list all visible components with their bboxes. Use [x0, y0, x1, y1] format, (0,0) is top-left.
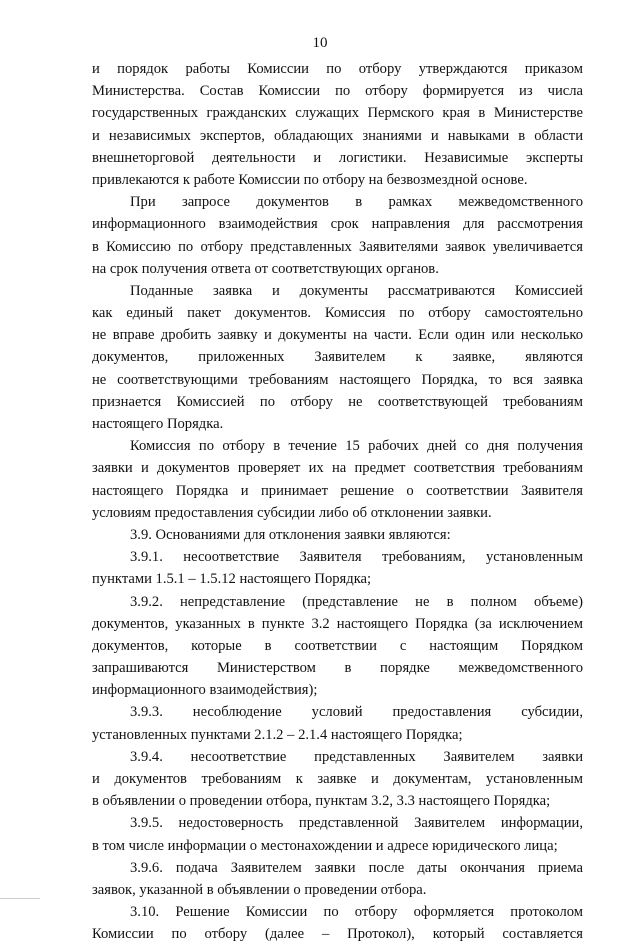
text-line: внешнеторговой деятельности и логистики. Независимые эксперты	[92, 149, 583, 166]
text-line: 3.9.5. недостоверность представленной Заявителем информации,	[130, 815, 583, 832]
text-line: на срок получения ответа от соответствующих органов.	[92, 260, 439, 277]
text-line: заявки и документов проверяет их на предмет соответствия требованиям	[92, 460, 583, 477]
text-line: привлекаются к работе Комиссии по отбору на безвозмездной основе.	[92, 171, 528, 188]
text-line: документов, указанных в пункте 3.2 настоящего Порядка (за исключением	[92, 615, 583, 632]
text-line: как единый пакет документов. Комиссия по отбору самостоятельно	[92, 305, 583, 322]
text-line: Поданные заявка и документы рассматриваются Комиссией	[130, 282, 583, 299]
page-number: 10	[312, 35, 328, 51]
text-line: 3.9.3. несоблюдение условий предоставления субсидии,	[130, 704, 583, 721]
text-line: в объявлении о проведении отбора, пунктам 3.2, 3.3 настоящего Порядка;	[92, 793, 551, 810]
text-line: При запросе документов в рамках межведомственного	[130, 194, 583, 211]
text-line: Министерства. Состав Комиссии по отбору формируется из числа	[92, 83, 583, 100]
text-line: настоящего Порядка и принимает решение о соответствии Заявителя	[92, 482, 583, 499]
text-line: 3.9. Основаниями для отклонения заявки являются:	[130, 526, 451, 543]
text-line: информационного взаимодействия);	[92, 682, 318, 699]
text-line: пунктами 1.5.1 – 1.5.12 настоящего Порядка;	[92, 571, 372, 588]
text-line: и документов требованиям к заявке и документам, установленным	[92, 771, 583, 787]
text-line: документов, которые в соответствии с настоящим Порядком	[92, 637, 583, 654]
text-line: в том числе информации о местонахождении и адресе юридического лица;	[92, 837, 558, 854]
footer-divider	[0, 898, 40, 899]
text-line: Комиссия по отбору в течение 15 рабочих дней со дня получения	[130, 438, 583, 455]
text-line: признается Комиссией по отбору не соответствующей требованиям	[92, 393, 583, 410]
text-line: 3.9.1. несоответствие Заявителя требованиям, установленным	[130, 549, 583, 566]
text-line: не вправе дробить заявку и документы на части. Если один или несколько	[92, 327, 583, 344]
text-line: Комиссии по отбору (далее – Протокол), который составляется	[92, 926, 583, 943]
text-line: заявок, указанной в объявлении о проведении отбора.	[92, 881, 427, 898]
text-line: документов, приложенных Заявителем к заявке, являются	[92, 349, 583, 366]
text-line: установленных пунктами 2.1.2 – 2.1.4 настоящего Порядка;	[92, 726, 463, 743]
text-line: 3.9.6. подача Заявителем заявки после даты окончания приема	[130, 859, 583, 876]
text-line: настоящего Порядка.	[92, 416, 224, 432]
text-line: 3.10. Решение Комиссии по отбору оформляется протоколом	[130, 904, 583, 921]
text-line: и независимых экспертов, обладающих знаниями и навыками в области	[92, 127, 583, 144]
document-body	[92, 58, 583, 946]
text-line: информационного взаимодействия срок направления для рассмотрения	[92, 216, 583, 233]
text-line: условиям предоставления субсидии либо об отклонении заявки.	[92, 504, 492, 521]
text-line: запрашиваются Министерством в порядке межведомственного	[92, 660, 583, 677]
text-line: 3.9.2. непредставление (представление не в полном объеме)	[130, 593, 583, 610]
text-line: 3.9.4. несоответствие представленных Заявителем заявки	[130, 748, 583, 765]
text-line: и порядок работы Комиссии по отбору утверждаются приказом	[92, 61, 583, 77]
text-line: в Комиссию по отбору представленных Заявителями заявок увеличивается	[92, 238, 583, 255]
text-line: государственных гражданских служащих Пермского края в Министерстве	[92, 105, 583, 122]
text-line: не соответствующими требованиям настоящего Порядка, то вся заявка	[92, 371, 583, 388]
